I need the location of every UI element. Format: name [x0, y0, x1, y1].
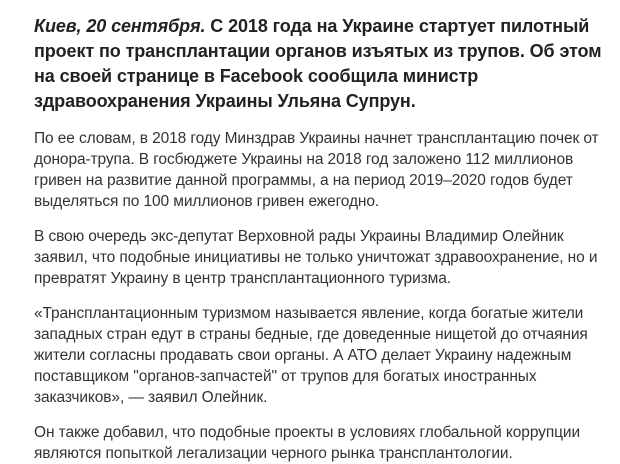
paragraph-1: По ее словам, в 2018 году Минздрав Украины начнет трансплантацию почек от донора-трупа. В госбюджете Украины на 2018 год заложено 112 миллионов гривен на развитие данной программы, а на период 2019–2020 годов будет выделяться по 100 миллионов гривен ежегодно. [34, 130, 599, 210]
paragraph-4: Он также добавил, что подобные проекты в условиях глобальной коррупции являются попыткой легализации черного рынка трансплантологии. [34, 424, 581, 462]
dateline: Киев, 20 сентября. [34, 16, 206, 36]
paragraph-2: В свою очередь экс-депутат Верховной рады Украины Владимир Олейник заявил, что подобные инициативы не только уничтожат здравоохранение, но и превратят Украину в центр трансплантационного туризма. [34, 228, 598, 287]
article-lead [34, 14, 606, 114]
lead-text: С 2018 года на Украине стартует пилотный проект по трансплантации органов изъятых из трупов. Об этом на своей странице в Facebook сообщила министр здравоохранения Украины Ульяна Супрун. [34, 16, 602, 111]
paragraph-3: «Трансплантационным туризмом называется явление, когда богатые жители западных стран едут в страны бедные, где доведенные нищетой до отчаяния жители согласны продавать свои органы. А АТО делает Украину надежным поставщиком "органов-запчастей" от трупов для богатых иностранных заказчиков», — заявил Олейник. [34, 305, 588, 406]
